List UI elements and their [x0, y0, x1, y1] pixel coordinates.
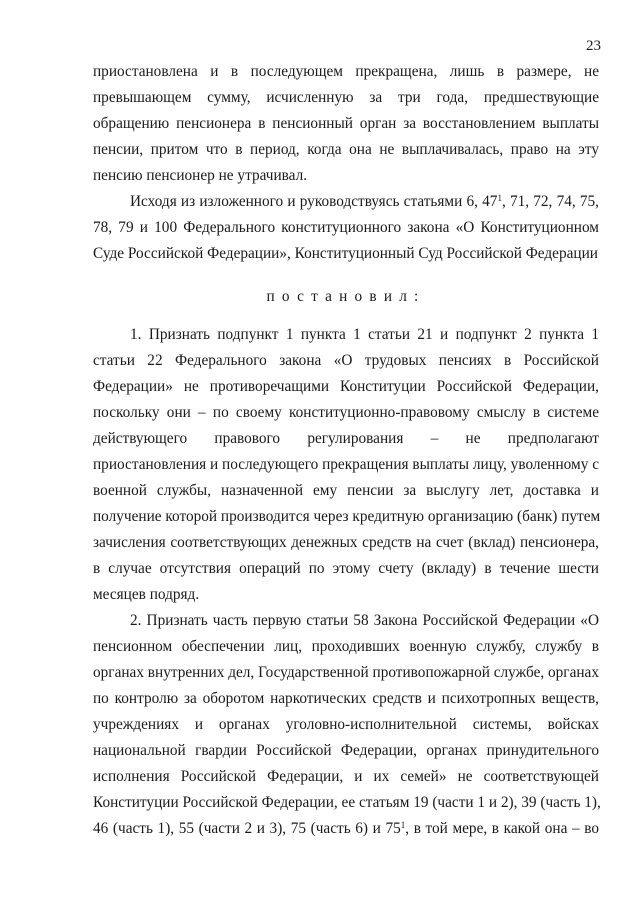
text-line: действующего правового регулирования – не предполагают — [93, 430, 599, 447]
text-line: месяцев подряд. — [93, 586, 200, 603]
superscript: 1 — [497, 193, 502, 203]
text-line: исполнения Российской Федерации, и их семей» не соответствующей — [93, 768, 599, 785]
text-line: учреждениях и органах уголовно-исполнительной системы, войсках — [93, 716, 599, 733]
text-line: обращению пенсионера в пенсионный орган за восстановлением выплаты — [93, 115, 599, 132]
text-line: органах внутренних дел, Государственной противопожарной службе, органах — [93, 664, 599, 681]
text-line: пенсионном обеспечении лиц, проходивших военную службу, службу в — [93, 638, 599, 655]
text-line: национальной гвардии Российской Федерации, органах принудительного — [93, 742, 599, 759]
text-line: 2. Признать часть первую статьи 58 Закона Российской Федерации «О — [130, 612, 599, 629]
text-line: в случае отсутствия операций по этому счету (вкладу) в течение шести — [93, 560, 599, 577]
page-number: 23 — [586, 38, 601, 54]
text-line: зачисления соответствующих денежных средств на счет (вклад) пенсионера, — [93, 534, 599, 551]
text-line: по контролю за оборотом наркотических средств и психотропных веществ, — [93, 690, 599, 707]
text-line: статьи 22 Федерального закона «О трудовых пенсиях в Российской — [93, 352, 599, 369]
resolution-heading: постановил: — [266, 288, 426, 305]
text-line: пенсию пенсионер не утрачивал. — [93, 167, 308, 184]
text-line: Конституции Российской Федерации, ее статьям 19 (части 1 и 2), 39 (часть 1), — [93, 794, 601, 811]
text-line: 78, 79 и 100 Федерального конституционного закона «О Конституционном — [93, 219, 599, 236]
text-line: военной службы, назначенной ему пенсии за выслугу лет, доставка и — [93, 482, 599, 499]
text-fragment: , 71, 72, 74, 75, — [501, 193, 599, 210]
text-line: пенсии, притом что в период, когда она не выплачивалась, право на эту — [93, 141, 599, 158]
text-line: получение которой производится через кредитную организацию (банк) путем — [93, 508, 601, 525]
text-line: приостановления и последующего прекращения выплаты лицу, уволенному с — [93, 456, 599, 473]
text-line: приостановлена и в последующем прекращена, лишь в размере, не — [93, 63, 599, 80]
text-line: поскольку они – по своему конституционно-правовому смыслу в системе — [93, 404, 599, 421]
text-fragment: 46 (часть 1), 55 (части 2 и 3), 75 (часть 6) и 75 — [93, 820, 401, 837]
text-line — [93, 816, 599, 842]
superscript: 1 — [400, 820, 406, 830]
text-line: Суде Российской Федерации», Конституционный Суд Российской Федерации — [93, 245, 598, 262]
text-fragment: Исходя из изложенного и руководствуясь статьями 6, 47 — [130, 193, 498, 210]
text-line — [130, 189, 599, 215]
text-line: превышающем сумму, исчисленную за три года, предшествующие — [93, 89, 599, 106]
text-line: 1. Признать подпункт 1 пункта 1 статьи 21 и подпункт 2 пункта 1 — [130, 326, 599, 343]
text-fragment: , в той мере, в какой она – во — [405, 820, 599, 837]
text-line: Федерации» не противоречащими Конституции Российской Федерации, — [93, 378, 599, 395]
